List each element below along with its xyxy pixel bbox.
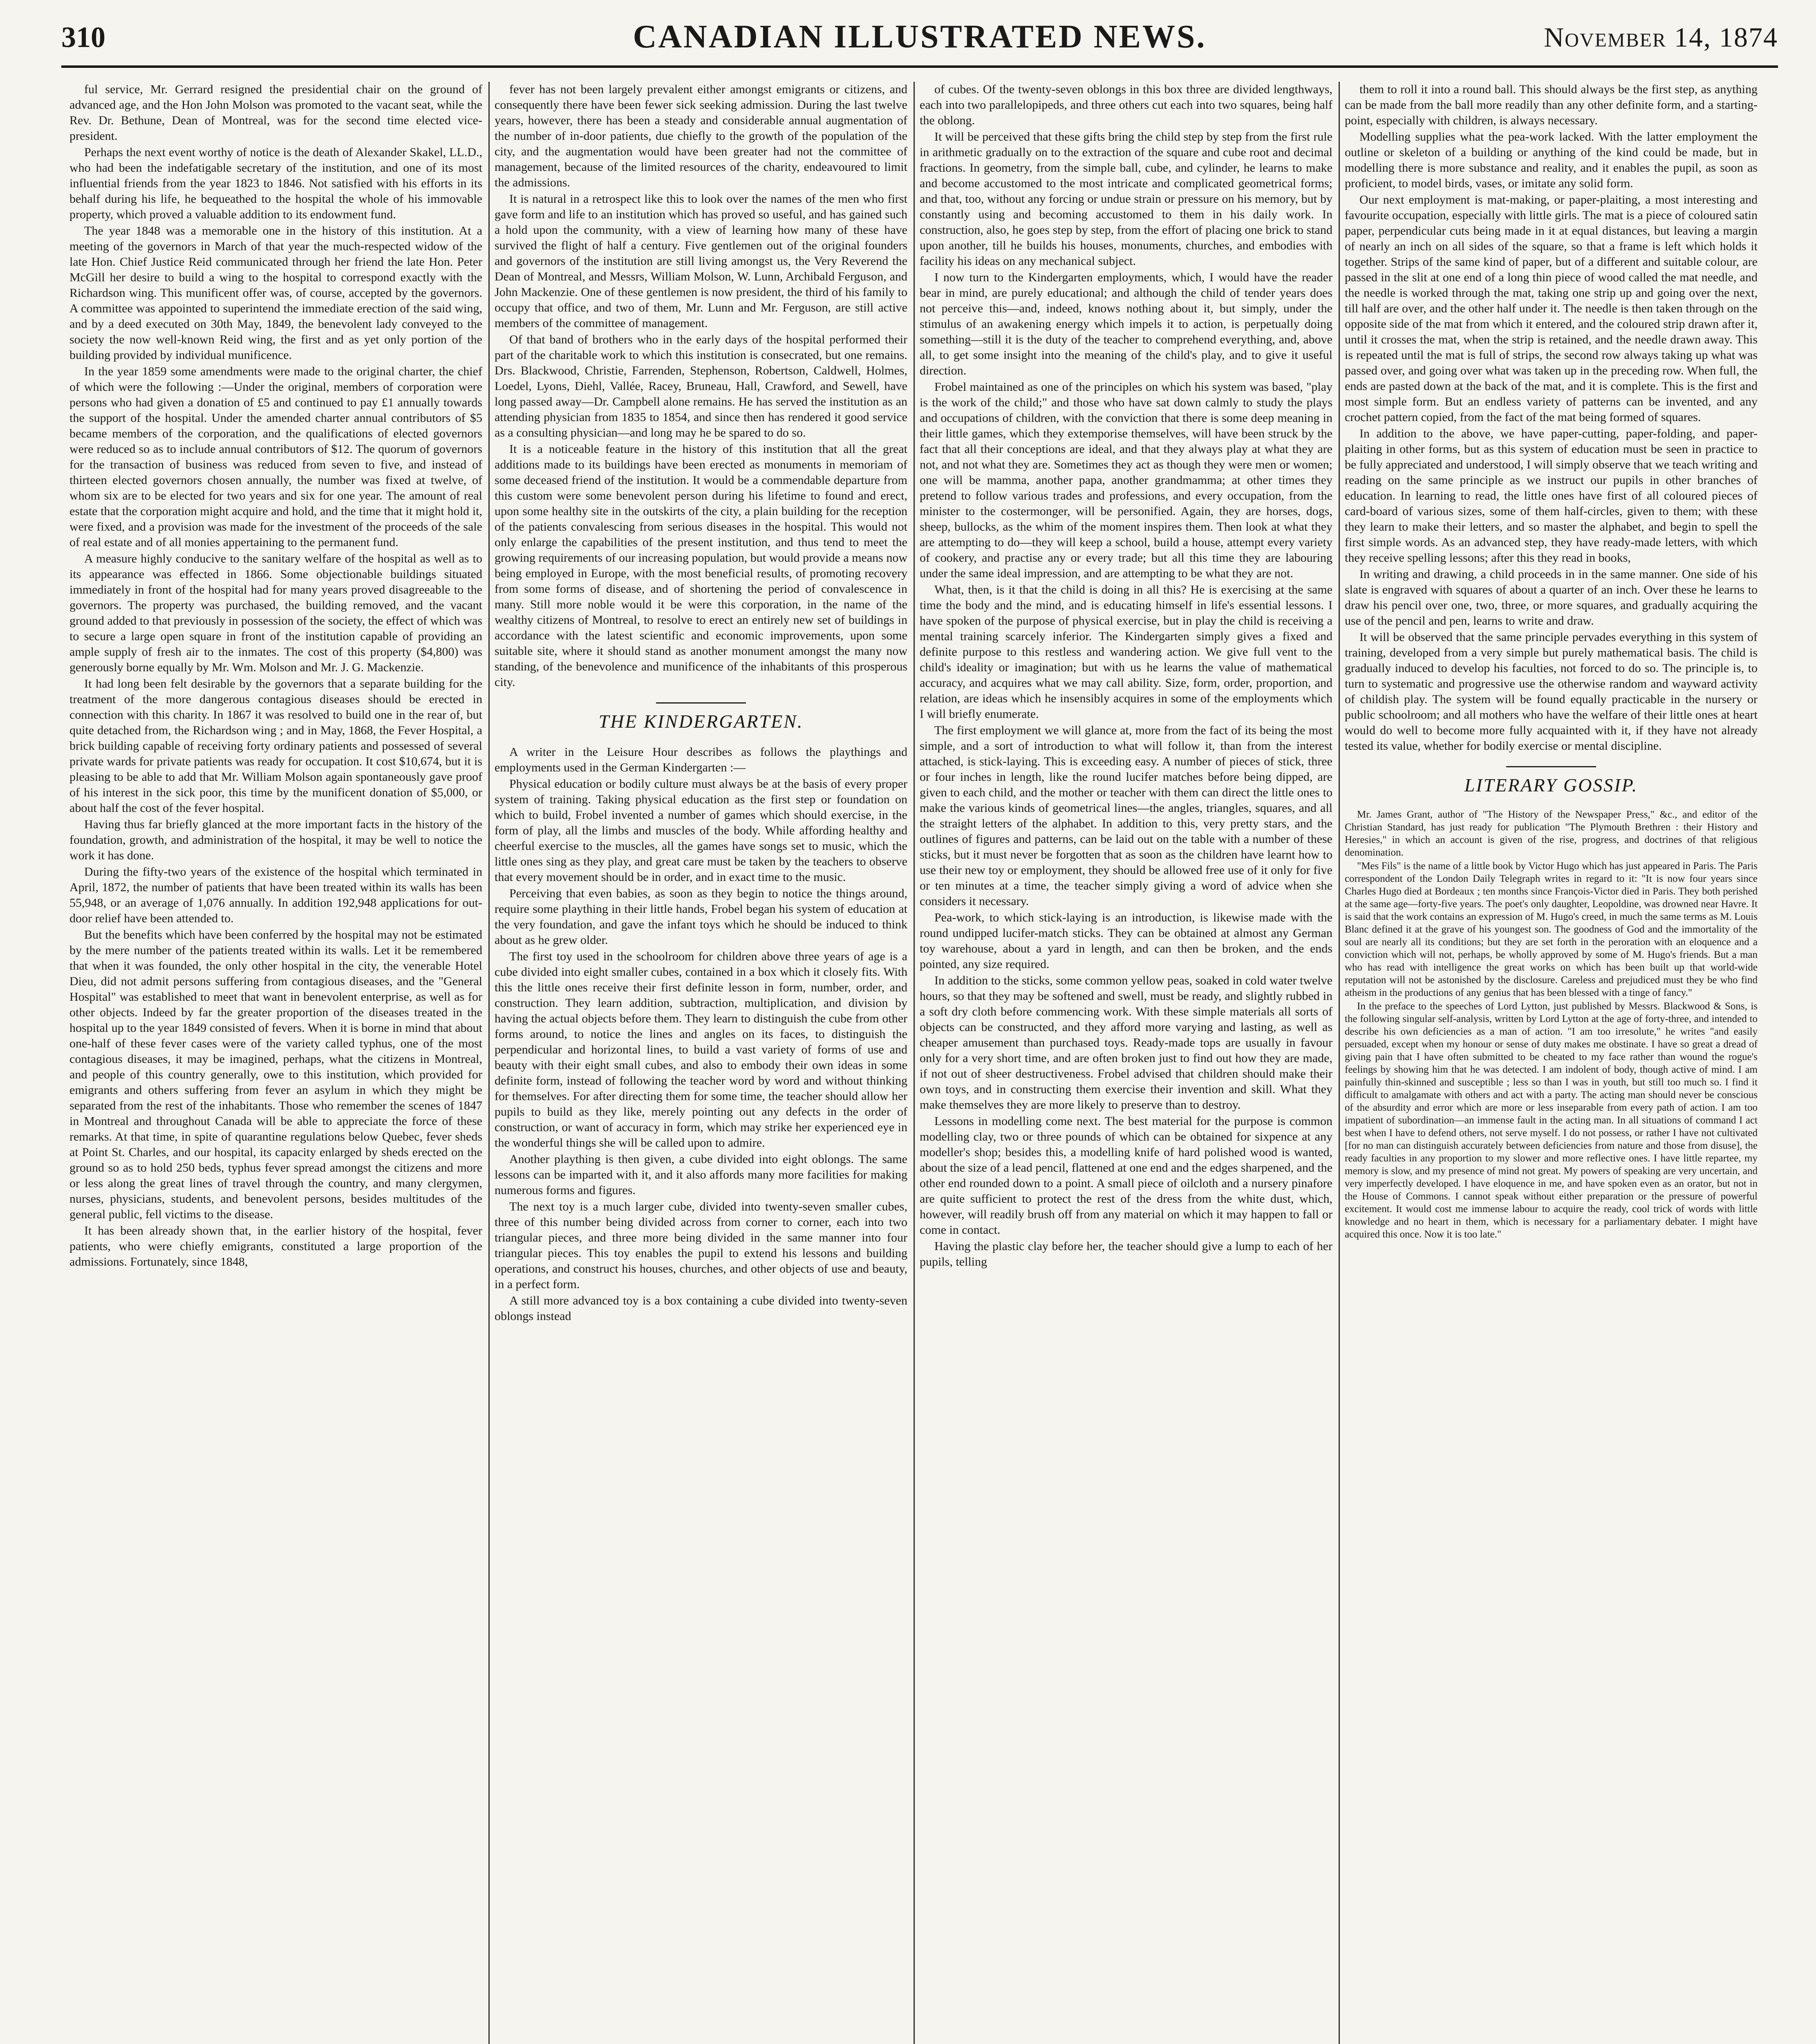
paragraph: It had long been felt desirable by the governors that a separate building for the treatment of the more dangerous contagious diseases should be erected in connection with this charity. In 1867 it was resolved to build one in the rear of, but quite detached from, the Richardson wing ; and in May, 1868, the Fever Hospital, a brick building capable of receiving forty ordinary patients and possessed of several private wards for private patients was ready for occupation. It cost $10,674, but it is pleasing to be able to add that Mr. William Molson again spontaneously gave proof of his interest in the sick poor, this time by the munificent donation of $5,000, or about half the cost of the fever hospital. (69, 677, 482, 815)
paragraph: A still more advanced toy is a box containing a cube divided into twenty-seven oblongs instead (495, 1294, 907, 1323)
paragraph: In the year 1859 some amendments were made to the original charter, the chief of which were the following :—Under the original, members of corporation were persons who had given a donation of £5 and continued to pay £1 annually towards the support of the hospital. Under the amended charter annual contributors of $5 became members of the corporation, and the qualifications of elected governors were reduced so as to include annual contributors of $12. The quorum of governors for the transaction of business was reduced from seven to five, and instead of thirteen elected governors chosen annually, the number was fixed at twelve, of whom six are to be elected for two years and six for one year. The amount of real estate that the corporation might acquire and hold, and the time that it might hold it, were fixed, and a provision was made for the investment of the proceeds of the sale of real estate and of all monies appertaining to the permanent fund. (69, 365, 482, 549)
paragraph: In the preface to the speeches of Lord Lytton, just published by Messrs. Blackwood & Sons, is the following singular self-analysis, written by Lord Lytton at the age of forty-three, and intended to describe his own deficiencies as a man of action. "I am too irresolute," he writes "and easily persuaded, except when my honour or sense of duty makes me obstinate. I have so great a dread of giving pain that I have often submitted to be cheated to my face rather than wound the rogue's feelings by showing him that he was detected. I am indolent of body, though active of mind. I am painfully thin-skinned and susceptible ; less so than I was in youth, but still too much so. I find it difficult to amalgamate with others and act with a party. The acting man should never be conscious of the absurdity and error which are more or less inseparable from every path of action. I am too impatient of subordination—an immense fault in the acting man. In all situations of command I act best when I have to defend others, not serve myself. I do not possess, or rather I have not cultivated [for no man can distinguish accurately between deficiencies from nature and those from disuse], the ready faculties in any proportion to my slower and more reflective ones. I have little repartee, my memory is slow, and my presence of mind not great. My powers of speaking are very uncertain, and very imperfectly developed. I have eloquence in me, and have spoken even as an orator, but not in the House of Commons. I cannot speak without either preparation or the pressure of powerful excitement. It would cost me immense labour to acquire the ready, cool trick of words with little knowledge and no heart in them, which is necessary for a parliamentary debater. I might have acquired this once. Now it is too late." (1345, 1001, 1758, 1240)
paragraph: of cubes. Of the twenty-seven oblongs in this box three are divided lengthways, each into two parallelopipeds, and three others cut each into two squares, being half the oblong. (920, 83, 1332, 127)
paragraph: It is a noticeable feature in the history of this institution that all the great additions made to its buildings have been erected as monuments in memoriam of some deceased friend of the institution. It would be a commendable departure from this custom were some benevolent person during his lifetime to found and erect, upon some healthy site in the outskirts of the city, a plain building for the reception of the patients convalescing from serious diseases in the hospital. This would not only enlarge the capabilities of the present institution, and thus tend to meet the growing requirements of our increasing population, but would provide a means now being employed in Europe, with the most beneficial results, of promoting recovery from some forms of disease, and of shortening the period of convalescence in many. Still more noble would it be were this corporation, in the name of the wealthy citizens of Montreal, to resolve to erect an entirely new set of buildings in accordance with the latest scientific and economic improvements, upon some suitable site, where it should stand as another monument amongst the many now standing, of the benevolence and munificence of the inhabitants of this prosperous city. (495, 442, 907, 689)
paragraph: A measure highly conducive to the sanitary welfare of the hospital as well as to its appearance was effected in 1866. Some objectionable buildings situated immediately in front of the hospital had for many years proved disagreeable to the governors. The property was purchased, the building removed, and the vacant ground added to that previously in possession of the society, the effect of which was to secure a large open square in front of the institution capable of providing an ample supply of fresh air to the inmates. The cost of this property ($4,800) was generously borne equally by Mr. Wm. Molson and Mr. J. G. Mackenzie. (69, 552, 482, 674)
column-divider (914, 82, 915, 2044)
page-header (61, 16, 1778, 61)
column-divider (488, 82, 490, 2044)
paragraph: Modelling supplies what the pea-work lacked. With the latter employment the outline or skeleton of a building or anything of the kind could be made, but in modelling there is more substance and reality, and it enables the pupil, as soon as proficient, to model birds, vases, or imitate any solid form. (1345, 130, 1758, 190)
paragraph: The first employment we will glance at, more from the fact of its being the most simple, and a sort of introduction to what will follow it, than from the interest attached, is stick-laying. This is exceeding easy. A number of pieces of stick, three or four inches in length, like the round lucifer matches before being dipped, are given to each child, and the mother or teacher with them can direct the little ones to make the various kinds of geometrical lines—the angles, triangles, squares, and all the straight letters of the alphabet. In addition to this, very pretty stars, and the outlines of figures and patterns, can be laid out on the table with a number of these sticks, but it must never be forgotten that as soon as the children have learnt how to use their new toy or employment, they should be allowed free use of it only for five or ten minutes at a time, the teacher simply giving a word of advice when she considers it necessary. (920, 724, 1332, 908)
paragraph: Pea-work, to which stick-laying is an introduction, is likewise made with the round undipped lucifer-match sticks. They can be obtained at almost any German toy warehouse, about a yard in length, and can then be broken, and the ends pointed, any size required. (920, 911, 1332, 971)
paragraph: Having the plastic clay before her, the teacher should give a lump to each of her pupils, telling (920, 1239, 1332, 1269)
paragraph: It is natural in a retrospect like this to look over the names of the men who first gave form and life to an institution which has proved so useful, and has gained such a hold upon the community, with a view of learning how many of these have survived the flight of half a century. Five gentlemen out of the original founders and governors of the institution are still living amongst us, the Very Reverend the Dean of Montreal, and Messrs, William Molson, W. Lunn, Archibald Ferguson, and John Mackenzie. One of these gentlemen is now president, the third of his family to occupy that office, and two of them, Mr. Lunn and Mr. Ferguson, are still active members of the committee of management. (495, 192, 907, 330)
paragraph: A writer in the Leisure Hour describes as follows the playthings and employments used in the German Kindergarten :— (495, 745, 907, 774)
paragraph: It will be perceived that these gifts bring the child step by step from the first rule in arithmetic gradually on to the extraction of the square and cube root and decimal fractions. In geometry, from the simple ball, cube, and cylinder, he learns to make and become accustomed to the most intricate and complicated geometrical forms; and that, too, without any forcing or undue strain or pressure on his memory, but by constantly using and becoming accustomed to them in his daily work. In construction, also, he goes step by step, from the effort of placing one brick to stand upon another, till he builds his houses, monuments, churches, and embodies with facility his ideas on any mechanical subject. (920, 130, 1332, 268)
paragraph: Perhaps the next event worthy of notice is the death of Alexander Skakel, LL.D., who had been the indefatigable secretary of the institution, and one of its most influential friends from the year 1823 to 1846. Not satisfied with his efforts in its behalf during his life, he bequeathed to the hospital the whole of his immovable property, which proved a valuable addition to its endowment fund. (69, 146, 482, 221)
masthead: CANADIAN ILLUSTRATED NEWS. (633, 19, 1207, 55)
paragraph: Lessons in modelling come next. The best material for the purpose is common modelling clay, two or three pounds of which can be obtained for sixpence at any modeller's shop; besides this, a modelling knife of hard polished wood is wanted, about the size of a lead pencil, flattened at one end and the edges sharpened, and the other end rounded down to a point. A small piece of oilcloth and a nursery pinafore are quite sufficient to protect the rest of the dress from the white dust, which, however, will readily brush off from any material on which it may happen to fall or come in contact. (920, 1114, 1332, 1237)
paragraph: them to roll it into a round ball. This should always be the first step, as anything can be made from the ball more readily than any other definite form, and a starting-point, especially with children, is always necessary. (1345, 83, 1758, 127)
paragraph: The next toy is a much larger cube, divided into twenty-seven smaller cubes, three of this number being divided across from corner to corner, each into two triangular pieces, and three more being divided in the same manner into four triangular pieces. This toy enables the pupil to extend his lessons and building operations, and construct his houses, churches, and other objects of use and beauty, in a perfect form. (495, 1200, 907, 1291)
paragraph: Of that band of brothers who in the early days of the hospital performed their part of the charitable work to which this institution is consecrated, but one remains. Drs. Blackwood, Christie, Farrenden, Stephenson, Robertson, Caldwell, Holmes, Loedel, Lyons, Diehl, Vallée, Racey, Bruneau, Hall, Crawford, and Sewell, have long passed away—Dr. Campbell alone remains. He has served the institution as an attending physician from 1835 to 1854, and since then has rendered it good service as a consulting physician—and long may he be spared to do so. (495, 333, 907, 439)
literary-gossip-body (1345, 808, 1758, 1241)
paragraph: It will be observed that the same principle pervades everything in this system of training, developed from a very simple but purely mathematical basis. The child is gradually induced to develop his faculties, not forced to do so. The principle is, to turn to systematic and progressive use the otherwise random and wayward activity of childish play. The system will be found equally practicable in the nursery or public schoolroom; and all mothers who have the welfare of their little ones at heart would do well to become more fully acquainted with it, if they have not already tested its value, whether for bodily exercise or mental discipline. (1345, 630, 1758, 753)
paragraph: What, then, is it that the child is doing in all this? He is exercising at the same time the body and the mind, and is educating himself in life's essential lessons. I have spoken of the purpose of physical exercise, but in play the child is receiving a mental training scarcely inferior. The Kindergarten simply gives a fixed and definite purpose to this restless and wandering action. We give full vent to the child's ideality or imagination; but with us he learns the value of mathematical accuracy, and acquires what we may call ability. Size, form, order, proportion, and relation, are ideas which he insensibly acquires in some of the employments which I will briefly enumerate. (920, 583, 1332, 721)
section-rule (1506, 766, 1596, 767)
page-number: 310 (61, 21, 105, 54)
paragraph: In addition to the sticks, some common yellow peas, soaked in cold water twelve hours, so that they may be softened and swell, must be ready, and slightly rubbed in a soft dry cloth before commencing work. With these simple materials all sorts of objects can be constructed, and they afford more varying and lasting, as well as cheaper amusement than purchased toys. Ready-made tops are usually in favour only for a very short time, and are often broken just to find out how they are made, if not out of sheer destructiveness. Frobel advised that children should make their own toys, and in constructing them exercise their invention and skill. What they make themselves they are more likely to preserve than to destroy. (920, 974, 1332, 1112)
paragraph: In writing and drawing, a child proceeds in in the same manner. One side of his slate is engraved with squares of about a quarter of an inch. Over these he learns to draw his pencil over one, two, three, or more squares, and gradually acquiring the use of the pencil and pen, learns to write and draw. (1345, 567, 1758, 628)
paragraph: But the benefits which have been conferred by the hospital may not be estimated by the mere number of the patients treated within its walls. Let it be remembered that when it was founded, the only other hospital in the city, the venerable Hotel Dieu, did not admit persons suffering from contagious diseases, and the "General Hospital" was established to meet that want in benevolent enterprise, as well as for other objects. Indeed by far the greater proportion of the diseases treated in the hospital up to the year 1849 consisted of fevers. When it is borne in mind that about one-half of these fever cases were of the variety called typhus, one of the most contagious diseases, it may be imagined, perhaps, what the citizens in Montreal, and people of this country generally, owe to this institution, which provided for emigrants and others suffering from fever an asylum in which they might be separated from the rest of the inhabitants. Those who remember the scenes of 1847 in Montreal and throughout Canada will be able to appreciate the force of these remarks. At that time, in spite of quarantine regulations below Quebec, fever sheds at Point St. Charles, and our hospital, its capacity enlarged by sheds erected on the ground so as to hold 250 beds, typhus fever spread amongst the citizens and more or less along the great lines of travel through the country, and many clergymen, nurses, physicians, students, and benevolent persons, besides multitudes of the general public, fell victims to the disease. (69, 928, 482, 1221)
column-3 (920, 82, 1332, 2044)
paragraph: The year 1848 was a memorable one in the history of this institution. At a meeting of the governors in March of that year the much-respected widow of the late Hon. Chief Justice Reid communicated through her friend the late Hon. Peter McGill her desire to build a wing to the hospital to correspond exactly with the Richardson wing. This munificent offer was, of course, accepted by the governors. A committee was appointed to superintend the immediate erection of the said wing, and by a deed executed on 30th May, 1849, the benevolent lady conveyed to the society the now well-known Reid wing, the first and as yet only portion of the building provided by individual munificence. (69, 224, 482, 362)
paragraph: It has been already shown that, in the earlier history of the hospital, fever patients, who were chiefly emigrants, constituted a large proportion of the admissions. Fortunately, since 1848, (69, 1224, 482, 1269)
column-1 (69, 82, 482, 2044)
literary-gossip-heading: LITERARY GOSSIP. (1464, 775, 1638, 796)
paragraph: Perceiving that even babies, as soon as they begin to notice the things around, require some plaything in their little hands, Frobel began his system of education at the very foundation, and gave the infant toys which he should be induced to think about as he grew older. (495, 887, 907, 947)
column-4 (1345, 82, 1758, 2044)
issue-date: November 14, 1874 (1544, 22, 1778, 53)
kindergarten-heading: THE KINDERGARTEN. (598, 711, 804, 732)
section-rule (656, 702, 746, 704)
column-divider (1339, 82, 1340, 2044)
paragraph: fever has not been largely prevalent either amongst emigrants or citizens, and consequently there have been fewer sick seeking admission. During the last twelve years, however, there has been a steady and considerable annual augmentation of the number of in-door patients, due chiefly to the growth of the population of the city, and the augmentation would have been greater had not the committee of management, because of the limited resources of the charity, endeavoured to limit the admissions. (495, 83, 907, 189)
paragraph: Physical education or bodily culture must always be at the basis of every proper system of training. Taking physical education as the first step or foundation on which to build, Frobel invented a number of games which should exercise, in the form of play, all the limbs and muscles of the body. While affording healthy and cheerful exercise to the muscles, all the games have songs set to music, which the little ones sing as they play, and great care must be taken by the teachers to observe that every movement should be in order, and in exact time to the music. (495, 777, 907, 884)
column-2 (495, 82, 907, 2044)
paragraph: Mr. James Grant, author of "The History of the Newspaper Press," &c., and editor of the Christian Standard, has just ready for publication "The Plymouth Brethren : their History and Heresies," in which an account is given of the rise, progress, and doctrines of that religious denomination. (1345, 809, 1758, 858)
paragraph: "Mes Fils" is the name of a little book by Victor Hugo which has just appeared in Paris. The Paris correspondent of the London Daily Telegraph writes in regard to it: "It is now four years since Charles Hugo died at Bordeaux ; ten months since François-Victor died in Paris. They both perished at the same age—forty-five years. The poet's only daughter, Leopoldine, was drowned near Havre. It is said that the work contains an expression of M. Hugo's creed, in much the same terms as M. Louis Blanc defined it at the grave of his youngest son. The goodness of God and the immortality of the soul are nearly all its conditions; but they are set forth in the peroration with an eloquence and a conviction which will not, perhaps, be wholly approved by some of M. Hugo's friends. But a man who has read with intelligence the great works on which has been built up that world-wide reputation will not be astonished by the disclosure. Careless and prejudiced must they be who find atheism in the productions of any genius that has been blessed with a tinge of fancy." (1345, 861, 1758, 998)
paragraph: During the fifty-two years of the existence of the hospital which terminated in April, 1872, the number of patients that have been treated within its walls has been 55,948, or an average of 1,076 annually. In addition 192,948 applications for out-door relief have been attended to. (69, 865, 482, 925)
paragraph: ful service, Mr. Gerrard resigned the presidential chair on the ground of advanced age, and the Hon John Molson was promoted to the vacant seat, while the Rev. Dr. Bethune, Dean of Montreal, was for the second time elected vice-president. (69, 83, 482, 143)
paragraph: Another plaything is then given, a cube divided into eight oblongs. The same lessons can be imparted with it, and it also affords many more facilities for making numerous forms and figures. (495, 1152, 907, 1197)
paragraph: In addition to the above, we have paper-cutting, paper-folding, and paper-plaiting in other forms, but as this system of education must be seen in practice to be fully appreciated and understood, I will simply observe that we teach writing and reading on the same principle as we instruct our pupils in other branches of education. In learning to read, the little ones have first of all coloured pieces of card-board of various sizes, some of them half-circles, given to them; with these they learn to make their letters, and so master the alphabet, and begin to spell the first simple words. As an advanced step, they have ready-made letters, with which they receive spelling lessons; after this they read in books, (1345, 427, 1758, 565)
paragraph: I now turn to the Kindergarten employments, which, I would have the reader bear in mind, are purely educational; and although the child of tender years does not perceive this—and, indeed, knows nothing about it, but simply, under the stimulus of an awakening energy which impels it to action, is perpetually doing something—still it is the duty of the teacher to comprehend everything, and, above all, to get some insight into the meaning of the child's play, and to give it useful direction. (920, 271, 1332, 377)
header-rule (61, 65, 1778, 68)
paragraph: The first toy used in the schoolroom for children above three years of age is a cube divided into eight smaller cubes, contained in a box which it closely fits. With this the little ones receive their first definite lesson in form, number, order, and construction. They learn addition, subtraction, multiplication, and division by having the actual objects before them. They learn to distinguish the cube from other forms around, to notice the lines and angles on its faces, to distinguish the perpendicular and horizontal lines, to build a vast variety of forms of use and beauty with their eight small cubes, and also to embody their own ideas in some definite form, instead of following the teacher word by word and without thinking for themselves. For after directing them for some time, the teacher should allow her pupils to build as they like, merely pointing out any defects in the order of construction, or want of accuracy in form, which may strike her experienced eye in the wonderful things she will be called upon to admire. (495, 950, 907, 1150)
paragraph: Having thus far briefly glanced at the more important facts in the history of the foundation, growth, and administration of the hospital, it may be well to notice the work it has done. (69, 818, 482, 862)
paragraph: Frobel maintained as one of the principles on which his system was based, "play is the work of the child;" and those who have sat down calmly to study the plays and occupations of children, with the conviction that there is some deep meaning in their little games, which they extemporise themselves, will have been struck by the fact that all their conceptions are ideal, and that they always play at what they are not, and not what they are. Sometimes they act as though they were men or women; one will be mamma, another papa, another grandmamma; at other times they pretend to follow various trades and professions, and every occupation, from the minister to the costermonger, will be personified. Again, they are horses, dogs, sheep, bullocks, as the whim of the moment inspires them. Then look at what they are attempting to do—they will keep a school, build a house, attempt every variety of cookery, and practise any or every trade; but all this time they are labouring under the same ideal impression, and are attempting to be what they are not. (920, 380, 1332, 580)
paragraph: Our next employment is mat-making, or paper-plaiting, a most interesting and favourite occupation, especially with little girls. The mat is a piece of coloured satin paper, perpendicular cuts being made in it at equal distances, but leaving a margin of nearly an inch on all sides of the square, so that a frame is left which holds it together. Strips of the same kind of paper, but of a different and suitable colour, are passed in the slit at one end of a long thin piece of wood called the mat needle, and the needle is worked through the mat, taking one strip up and going over the next, till half are over, and the other half under it. The needle is then taken through on the opposite side of the mat from which it entered, and the coloured strip drawn after it, until it crosses the mat, when the strip is retained, and the needle drawn away. This is repeated until the mat is full of strips, the second row always taking up what was passed over, and going over what was taken up in the preceding row. When full, the ends are pasted down at the back of the mat, and it is complete. This is the first and most simple form. But an endless variety of patterns can be invented, and any crochet pattern copied, from the fact of the mat being formed of squares. (1345, 193, 1758, 424)
